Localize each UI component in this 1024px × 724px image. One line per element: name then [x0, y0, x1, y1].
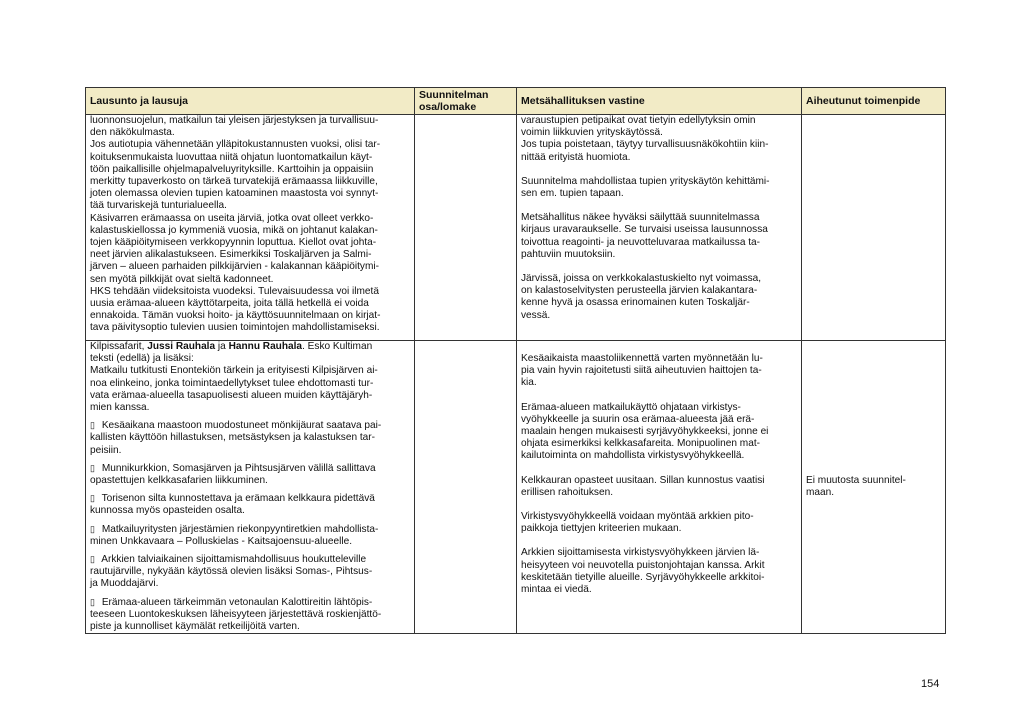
text-line: kunnossa myös opasteiden osalta. [90, 505, 245, 517]
text-line: Suunnitelma mahdollistaa tupien yrityskäytön kehittämi- [521, 175, 770, 187]
text-line: maan. [806, 487, 835, 499]
text-line: Kelkkauran opasteet uusitaan. Sillan kunnostus vaatisi [521, 474, 765, 486]
row1-plan-cell [415, 115, 517, 341]
text-line: teksti (edellä) ja lisäksi: [90, 353, 194, 365]
statement-table [85, 87, 946, 634]
bullet-icon: ▯ [90, 523, 95, 534]
text-line: peisiin. [90, 444, 122, 456]
text-line: ennakoida. Tämän vuoksi hoito- ja käyttösuunnitelmaan on kirjat- [90, 310, 381, 322]
row2-plan-cell [415, 341, 517, 634]
row1-response-cell [517, 115, 802, 341]
text-line: tää turvariskejä tunturialueella. [90, 200, 227, 212]
text-line: ▯ Arkkien talviaikainen sijoittamismahdollisuus houkutteleville [90, 554, 367, 566]
text-line: mien kanssa. [90, 402, 150, 414]
text-line: koituksenmukaista luovuttaa niitä ohjatun luontomatkailun käyt- [90, 151, 373, 163]
text-line: kailutoiminta on mahdollista virkistysvyöhykkeellä. [521, 450, 745, 462]
text-line: järven – alueen parhaiden pilkkijärvien - kalakannan kääpiöitymi- [90, 261, 379, 273]
text-line: Matkailu tutkitusti Enontekiön tärkein ja erityisesti Kilpisjärven ai- [90, 365, 378, 377]
person-name: Hannu Rauhala [228, 341, 303, 352]
text-line: heisyyteen voi neuvotella puistonjohtajan kanssa. Arkit [521, 559, 765, 571]
list-item [90, 523, 410, 548]
text-line: opastettujen kelkkasafarien liikkuminen. [90, 475, 268, 487]
text-line: varaustupien petipaikat ovat tietyin edellytyksin omin [521, 115, 756, 126]
list-item [90, 419, 410, 457]
text-line: Jos tupia poistetaan, täytyy turvallisuusnäkökohtiin kiin- [521, 139, 769, 151]
response-paragraph [521, 475, 797, 499]
row2-action-cell [802, 341, 946, 634]
text-line: luonnonsuojelun, matkailun tai yleisen järjestyksen ja turvallisuu- [90, 115, 379, 126]
text-line: Ei muutosta suunnitel- [806, 474, 906, 486]
text-line: ▯ Erämaa-alueen tärkeimmän vetonaulan Kalottireitin lähtöpis- [90, 596, 373, 608]
text-line: toivottua reagointi- ja neuvotteluvaraa matkailussa ta- [521, 236, 761, 248]
text-line: merkitty tupaverkosto on tärkeä turvatekijä erämaassa liikkuville, [90, 176, 378, 188]
text-line: ohjata esimerkiksi kelkkasafareita. Monipuolinen mat- [521, 438, 760, 450]
bullet-icon: ▯ [90, 420, 95, 431]
text-line: pahtuviin muutoksiin. [521, 248, 616, 260]
bullet-icon: ▯ [90, 493, 95, 504]
text-line: ▯ Matkailuyritysten järjestämien riekonpyyntiretkien mahdollista- [90, 523, 379, 535]
response-paragraph [521, 511, 797, 535]
person-name: Jussi Rauhala [147, 341, 216, 352]
text-line: pia vain hyvin rajoitetusti siitä aiheutuvien haittojen ta- [521, 365, 762, 377]
text-line: mintaa ei viedä. [521, 584, 592, 596]
text-line: ▯ Munnikurkkion, Somasjärven ja Pihtsusjärven välillä sallittava [90, 462, 376, 474]
text-line: nittää erityistä huomiota. [521, 151, 631, 163]
text-line: piste ja kunnolliset käymälät retkeilijöitä varten. [90, 621, 300, 633]
text-line: tojen kääpiöitymiseen verkkopyynnin loputtua. Kiellot ovat johta- [90, 237, 377, 249]
text-line: maalain hengen mukaisesti syrjävyöhykkeeksi, jonne ei [521, 426, 769, 438]
text-line: teeseen Luontokeskuksen läheisyyteen järjestettävä roskienjättö- [90, 608, 382, 620]
table-header-row [86, 88, 946, 115]
text-line: keskitetään tietyille alueille. Syrjävyöhykkeelle arkkitoi- [521, 571, 765, 583]
text-line: ▯ Torisenon silta kunnostettava ja erämaan kelkkaura pidettävä [90, 493, 375, 505]
list-item [90, 553, 410, 591]
text-line: ja Muoddajärvi. [90, 578, 159, 590]
text-line: töön paikallisille ohjelmapalveluyrityksille. Karttoihin ja oppaisiin [90, 163, 374, 175]
text-line: kallisten käyttöön hillastuksen, metsästyksen ja kalastuksen tar- [90, 432, 376, 444]
response-paragraph [521, 547, 797, 596]
table-row [86, 115, 946, 341]
text-line: sen myötä pilkkijät ovat sieltä kadonneet. [90, 273, 274, 285]
bullet-icon: ▯ [90, 462, 95, 473]
list-item [90, 462, 410, 487]
text-line: kia. [521, 377, 537, 389]
text-line: joten olemassa olevien tupien katoaminen maastosta voi synnyt- [90, 188, 379, 200]
bullet-icon: ▯ [90, 554, 95, 565]
response-paragraph [521, 176, 797, 200]
text-line: noa elinkeino, jonka toimintaedellytykset tulee ehdottomasti tur- [90, 377, 374, 389]
text-line: kirjaus uravaraukselle. Se turvaisi useissa lausunnossa [521, 224, 768, 236]
text-line: Arkkien sijoittamisesta virkistysvyöhykkeen järvien lä- [521, 547, 760, 559]
text-line: vessä. [521, 309, 551, 321]
text-line: ▯ Kesäaikana maastoon muodostuneet mönkijäurat saatava pai- [90, 420, 382, 432]
response-paragraph [521, 212, 797, 261]
text-line: uusia erämaa-alueen käyttötarpeita, joita tällä hetkellä ei voida [90, 298, 369, 310]
text-line: kenne hyvä ja osassa erinomainen kuten Toskaljär- [521, 297, 750, 309]
text-line: sen em. tupien tapaan. [521, 188, 624, 200]
row1-statement-cell [86, 115, 415, 341]
row1-action-cell [802, 115, 946, 341]
row2-statement-cell [86, 341, 415, 634]
text-line: den näkökulmasta. [90, 127, 175, 139]
list-item [90, 492, 410, 517]
page-number: 154 [921, 678, 940, 690]
response-paragraph [521, 402, 797, 463]
text-line: Järvissä, joissa on verkkokalastuskielto nyt voimassa, [521, 273, 762, 285]
text-line: HKS tehdään viideksitoista vuodeksi. Tulevaisuudessa voi ilmetä [90, 285, 379, 297]
header-statement: Lausunto ja lausuja [86, 88, 415, 115]
header-response: Metsähallituksen vastine [517, 88, 802, 115]
text-line: on kalastoselvitysten perusteella järvien kalakantara- [521, 285, 758, 297]
list-item [90, 596, 410, 634]
response-paragraph [521, 115, 797, 164]
row2-intro-first-line: Kilpissafarit, Jussi Rauhala ja Hannu Rauhala. Esko Kultiman [90, 341, 373, 352]
row2-response-cell [517, 341, 802, 634]
text-line: Jos autiotupia vähennetään ylläpitokustannusten vuoksi, olisi tar- [90, 139, 381, 151]
text-line: vata erämaa-alueella tasapuolisesti alueen muiden käyttäjäryh- [90, 389, 373, 401]
text-line: rautujärville, nykyään käytössä olevien lisäksi Somas-, Pihtsus- [90, 566, 373, 578]
text-line: Virkistysvyöhykkeellä voidaan myöntää arkkien pito- [521, 511, 754, 523]
header-plan-section: Suunnitelman osa/lomake [415, 88, 517, 115]
text-line: Käsivarren erämaassa on useita järviä, jotka ovat olleet verkko- [90, 212, 374, 224]
response-paragraph [521, 273, 797, 322]
bullet-icon: ▯ [90, 596, 95, 607]
text-line: paikkoja tiettyjen kriteerien mukaan. [521, 523, 682, 535]
table-row [86, 341, 946, 634]
text-line: voimin liikkuvien yrityskäytössä. [521, 127, 663, 139]
text-line: tava päivitysoptio tulevien uusien toimintojen mahdollistamiseksi. [90, 322, 380, 334]
text-line: kalastuskiellossa jo kymmeniä vuosia, mikä on johtanut kalakan- [90, 224, 378, 236]
text-line: Kesäaikaista maastoliikennettä varten myönnetään lu- [521, 353, 763, 364]
response-paragraph [521, 353, 797, 390]
text-line: Metsähallitus näkee hyväksi säilyttää suunnitelmassa [521, 212, 760, 224]
text-line: erillisen rahoituksen. [521, 486, 614, 498]
header-action: Aiheutunut toimenpide [802, 88, 946, 115]
text-line: minen Unkkavaara – Polluskielas - Kaitsajoensuu-alueelle. [90, 535, 353, 547]
text-line: vyöhykkeelle ja suurin osa erämaa-alueesta jää erä- [521, 413, 755, 425]
text-line: Erämaa-alueen matkailukäyttö ohjataan virkistys- [521, 401, 741, 413]
text-line: neet järvien alikalastukseen. Esimerkiksi Toskaljärven ja Salmi- [90, 249, 372, 261]
